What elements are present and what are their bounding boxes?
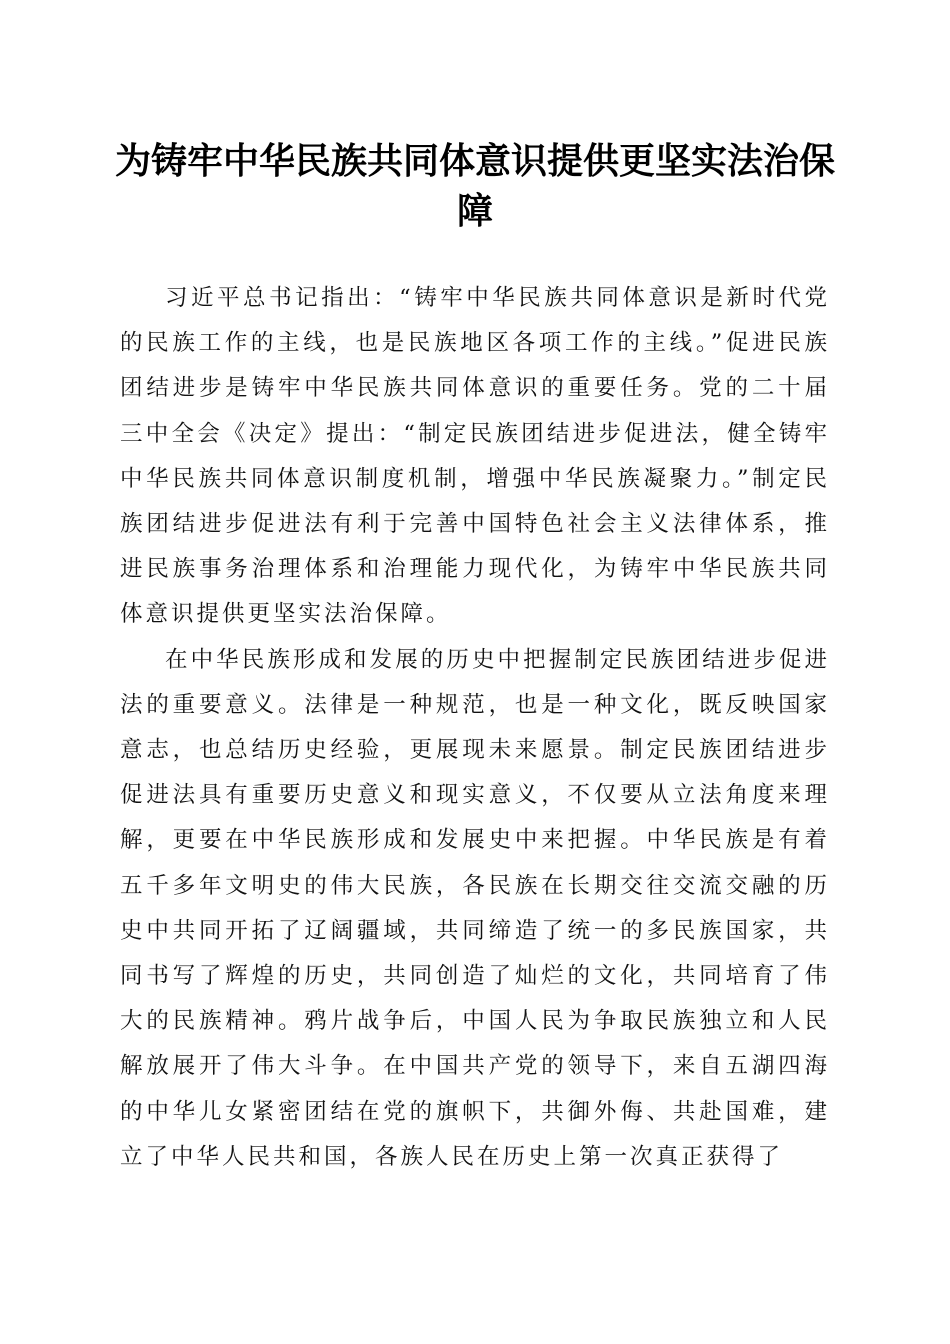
paragraph-1: 习近平总书记指出：“铸牢中华民族共同体意识是新时代党的民族工作的主线，也是民族地区各项工作的主线。”促进民族团结进步是铸牢中华民族共同体意识的重要任务。党的二十届三中全会《决定》提出：“制定民族团结进步促进法，健全铸牢中华民族共同体意识制度机制，增强中华民族凝聚力。”制定民族团结进步促进法有利于完善中国特色社会主义法律体系，推进民族事务治理体系和治理能力现代化，为铸牢中华民族共同体意识提供更坚实法治保障。 <box>120 285 830 628</box>
paragraph-2: 在中华民族形成和发展的历史中把握制定民族团结进步促进法的重要意义。法律是一种规范，也是一种文化，既反映国家意志，也总结历史经验，更展现未来愿景。制定民族团结进步促进法具有重要历史意义和现实意义，不仅要从立法角度来理解，更要在中华民族形成和发展史中来把握。中华民族是有着五千多年文明史的伟大民族，各民族在长期交往交流交融的历史中共同开拓了辽阔疆域，共同缔造了统一的多民族国家，共同书写了辉煌的历史，共同创造了灿烂的文化，共同培育了伟大的民族精神。鸦片战争后，中国人民为争取民族独立和人民解放展开了伟大斗争。在中国共产党的领导下，来自五湖四海的中华儿女紧密团结在党的旗帜下，共御外侮、共赴国难，建立了中华人民共和国，各族人民在历史上第一次真正获得了 <box>120 646 830 1170</box>
document-title: 为铸牢中华民族共同体意识提供更坚实法治保障 <box>114 140 835 232</box>
document-body <box>120 276 830 1180</box>
